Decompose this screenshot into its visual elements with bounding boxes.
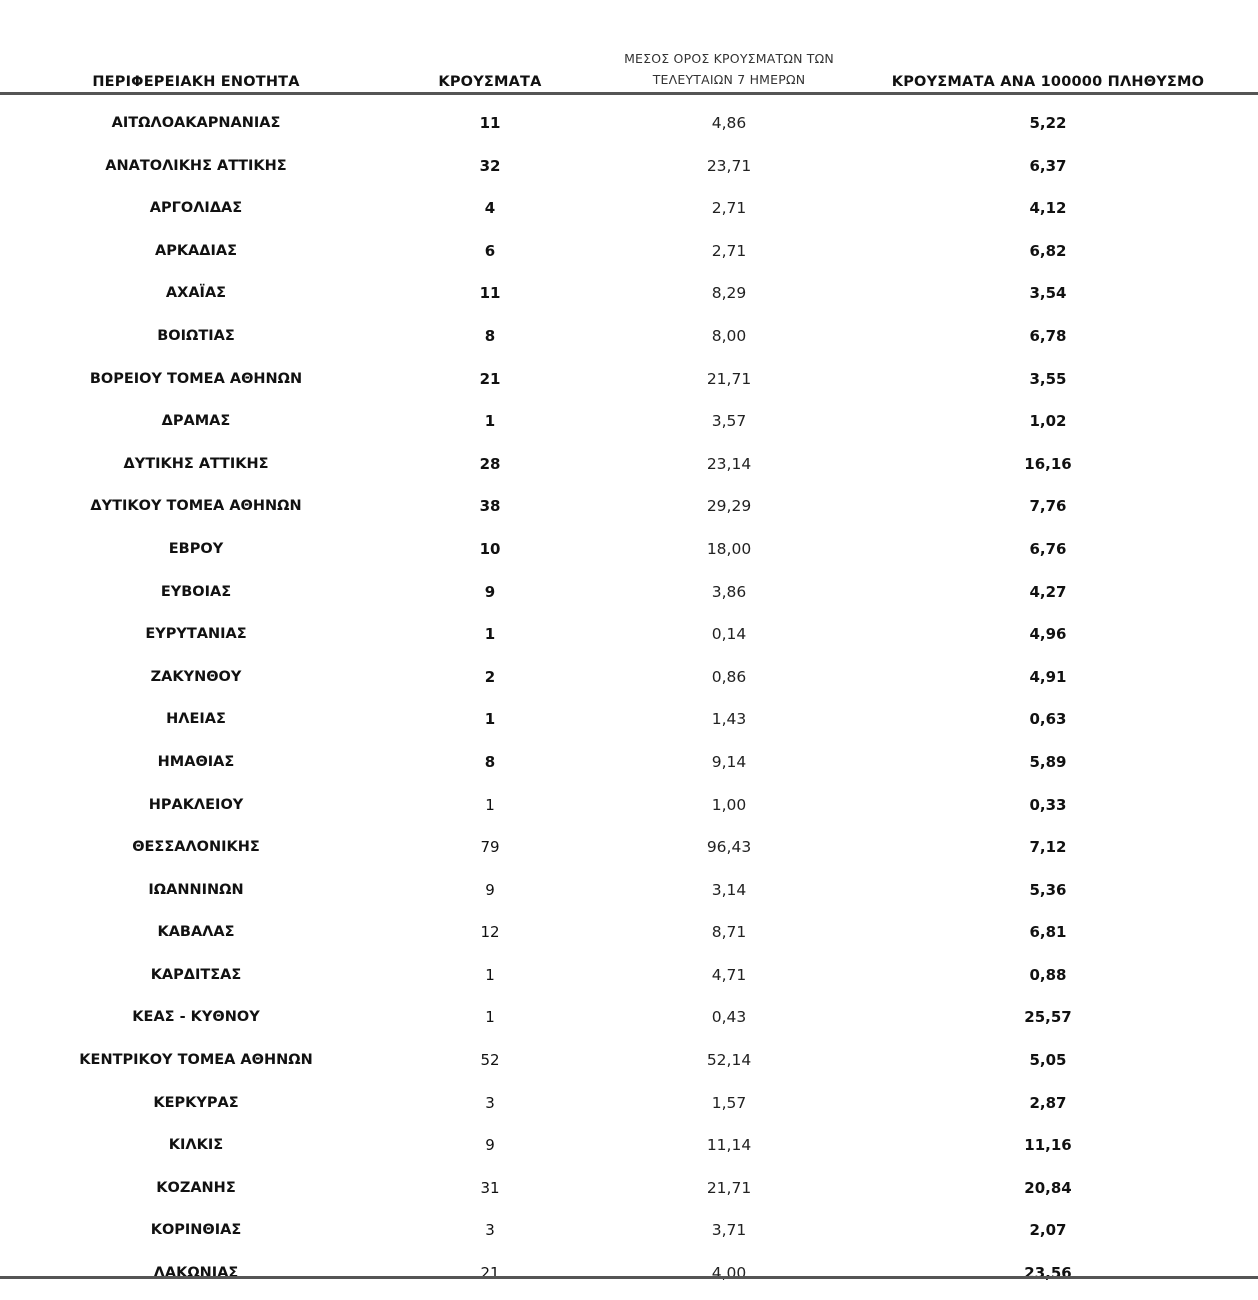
- cell-avg7: 8,71: [711, 923, 747, 942]
- cell-cases: 9: [485, 880, 495, 899]
- cell-region: ΚΕΡΚΥΡΑΣ: [153, 1094, 239, 1111]
- header-cases: ΚΡΟΥΣΜΑΤΑ: [438, 74, 542, 90]
- cell-cases: 21: [479, 369, 501, 388]
- cell-region: ΛΑΚΩΝΙΑΣ: [153, 1265, 239, 1282]
- table-row: [0, 187, 1258, 230]
- cell-cases: 21: [480, 1264, 500, 1283]
- cell-cases: 11: [479, 284, 501, 303]
- cell-per100k: 5,22: [1029, 114, 1067, 132]
- table-row: [0, 230, 1258, 273]
- cell-per100k: 25,57: [1024, 1008, 1072, 1027]
- cell-per100k: 6,37: [1029, 156, 1067, 175]
- cell-cases: 6: [484, 241, 496, 260]
- cell-avg7: 2,71: [711, 241, 747, 260]
- cell-avg7: 1,00: [711, 795, 747, 814]
- cell-cases: 1: [485, 795, 495, 814]
- cell-avg7: 8,00: [711, 326, 747, 345]
- cell-avg7: 3,71: [711, 1221, 747, 1240]
- table-row: [0, 1252, 1258, 1295]
- table-row: [0, 315, 1258, 358]
- table-row: [0, 272, 1258, 315]
- cell-cases: 28: [479, 454, 501, 473]
- table-row: [0, 571, 1258, 614]
- table-row: [0, 1167, 1258, 1210]
- cell-avg7: 4,86: [711, 114, 747, 132]
- cell-region: ΒΟΡΕΙΟΥ ΤΟΜΕΑ ΑΘΗΝΩΝ: [89, 370, 303, 387]
- table-body: [0, 102, 1258, 1295]
- table-header: [0, 48, 1258, 95]
- cell-avg7: 3,86: [711, 582, 747, 601]
- cell-per100k: 6,81: [1029, 923, 1067, 942]
- cell-cases: 10: [479, 539, 501, 558]
- table-row: [0, 954, 1258, 997]
- cell-avg7: 3,14: [711, 880, 747, 899]
- cell-avg7: 1,57: [711, 1093, 747, 1112]
- cell-cases: 1: [485, 1008, 495, 1027]
- table-row: [0, 784, 1258, 827]
- cell-per100k: 2,07: [1029, 1221, 1067, 1240]
- header-per100k: ΚΡΟΥΣΜΑΤΑ ΑΝΑ 100000 ΠΛΗΘΥΣΜΟ: [891, 74, 1205, 90]
- cell-avg7: 29,29: [706, 497, 752, 516]
- cell-per100k: 20,84: [1024, 1178, 1072, 1197]
- cell-cases: 3: [485, 1221, 495, 1240]
- cell-region: ΚΟΖΑΝΗΣ: [156, 1179, 236, 1196]
- cell-cases: 9: [484, 582, 496, 601]
- cell-per100k: 7,12: [1029, 838, 1067, 857]
- cell-per100k: 4,91: [1029, 667, 1067, 686]
- cell-region: ΕΥΒΟΙΑΣ: [160, 583, 232, 600]
- table-row: [0, 1082, 1258, 1125]
- cell-region: ΑΡΚΑΔΙΑΣ: [154, 242, 238, 259]
- cell-per100k: 1,02: [1029, 412, 1067, 431]
- cell-region: ΙΩΑΝΝΙΝΩΝ: [148, 881, 244, 898]
- cell-per100k: 2,87: [1029, 1093, 1067, 1112]
- table-row: [0, 698, 1258, 741]
- table-bottom-border: [0, 1276, 1258, 1279]
- cell-avg7: 0,14: [711, 625, 747, 644]
- header-region: ΠΕΡΙΦΕΡΕΙΑΚΗ ΕΝΟΤΗΤΑ: [92, 74, 300, 90]
- cell-cases: 31: [480, 1178, 500, 1197]
- cell-region: ΘΕΣΣΑΛΟΝΙΚΗΣ: [132, 839, 260, 856]
- cell-avg7: 11,14: [706, 1136, 752, 1155]
- cell-cases: 3: [485, 1093, 495, 1112]
- cell-region: ΔΡΑΜΑΣ: [161, 413, 231, 430]
- cell-avg7: 8,29: [711, 284, 747, 303]
- cell-avg7: 4,00: [711, 1264, 747, 1283]
- cell-region: ΚΟΡΙΝΘΙΑΣ: [150, 1222, 242, 1239]
- cell-cases: 8: [484, 326, 496, 345]
- cell-per100k: 11,16: [1024, 1136, 1072, 1155]
- table-row: [0, 996, 1258, 1039]
- cell-per100k: 7,76: [1029, 497, 1067, 516]
- cell-avg7: 52,14: [706, 1051, 752, 1070]
- cell-avg7: 1,43: [711, 710, 747, 729]
- cell-per100k: 3,54: [1029, 284, 1067, 303]
- table-row: [0, 656, 1258, 699]
- cell-avg7: 0,43: [711, 1008, 747, 1027]
- cell-avg7: 0,86: [711, 667, 747, 686]
- table-row: [0, 741, 1258, 784]
- cell-cases: 12: [480, 923, 500, 942]
- table-row: [0, 443, 1258, 486]
- cell-avg7: 23,71: [706, 156, 752, 175]
- cell-avg7: 3,57: [711, 412, 747, 431]
- table-row: [0, 400, 1258, 443]
- table-row: [0, 1039, 1258, 1082]
- cell-region: ΗΛΕΙΑΣ: [166, 711, 226, 728]
- cell-region: ΗΡΑΚΛΕΙΟΥ: [148, 796, 244, 813]
- cell-per100k: 4,12: [1029, 199, 1067, 218]
- table-row: [0, 358, 1258, 401]
- table-row: [0, 869, 1258, 912]
- cell-per100k: 6,82: [1029, 241, 1067, 260]
- cell-cases: 4: [484, 199, 496, 218]
- cell-region: ΔΥΤΙΚΗΣ ΑΤΤΙΚΗΣ: [123, 455, 269, 472]
- cell-cases: 1: [484, 710, 496, 729]
- cell-avg7: 23,14: [706, 454, 752, 473]
- cell-per100k: 5,05: [1029, 1051, 1067, 1070]
- cell-region: ΚΑΡΔΙΤΣΑΣ: [150, 966, 242, 983]
- cell-region: ΑΡΓΟΛΙΔΑΣ: [149, 200, 243, 217]
- cell-cases: 52: [480, 1051, 500, 1070]
- table-row: [0, 485, 1258, 528]
- cell-region: ΕΒΡΟΥ: [168, 540, 224, 557]
- table-row: [0, 1209, 1258, 1252]
- table-row: [0, 145, 1258, 188]
- table-row: [0, 826, 1258, 869]
- cell-per100k: 23,56: [1024, 1264, 1072, 1283]
- cell-cases: 8: [484, 752, 496, 771]
- table-row: [0, 102, 1258, 145]
- cell-cases: 11: [479, 114, 501, 132]
- cell-region: ΑΧΑΪΑΣ: [165, 285, 227, 302]
- cell-per100k: 4,27: [1029, 582, 1067, 601]
- cell-per100k: 0,88: [1029, 965, 1067, 984]
- table-row: [0, 911, 1258, 954]
- header-avg7: ΜΕΣΟΣ ΟΡΟΣ ΚΡΟΥΣΜΑΤΩΝ ΤΩΝ ΤΕΛΕΥΤΑΙΩΝ 7 ΗΜΕΡΩΝ: [624, 51, 834, 87]
- cell-region: ΔΥΤΙΚΟΥ ΤΟΜΕΑ ΑΘΗΝΩΝ: [90, 498, 302, 515]
- cell-region: ΑΙΤΩΛΟΑΚΑΡΝΑΝΙΑΣ: [111, 115, 281, 131]
- cell-avg7: 18,00: [706, 539, 752, 558]
- cell-region: ΗΜΑΘΙΑΣ: [157, 753, 235, 770]
- cell-avg7: 9,14: [711, 752, 747, 771]
- cell-per100k: 6,78: [1029, 326, 1067, 345]
- cell-cases: 9: [485, 1136, 495, 1155]
- cell-avg7: 4,71: [711, 965, 747, 984]
- cell-avg7: 96,43: [706, 838, 752, 857]
- cell-cases: 2: [484, 667, 496, 686]
- cell-region: ΚΙΛΚΙΣ: [168, 1137, 224, 1154]
- table-row: [0, 613, 1258, 656]
- cell-region: ΑΝΑΤΟΛΙΚΗΣ ΑΤΤΙΚΗΣ: [105, 157, 287, 174]
- cell-per100k: 0,33: [1029, 795, 1067, 814]
- cell-per100k: 3,55: [1029, 369, 1067, 388]
- cell-region: ΖΑΚΥΝΘΟΥ: [150, 668, 242, 685]
- cell-region: ΚΕΑΣ - ΚΥΘΝΟΥ: [132, 1009, 260, 1026]
- cell-per100k: 4,96: [1029, 625, 1067, 644]
- cell-cases: 1: [484, 412, 496, 431]
- table-row: [0, 1124, 1258, 1167]
- cell-cases: 1: [485, 965, 495, 984]
- cell-avg7: 21,71: [706, 1178, 752, 1197]
- cell-per100k: 5,36: [1029, 880, 1067, 899]
- cell-cases: 38: [479, 497, 501, 516]
- cell-cases: 79: [480, 838, 500, 857]
- cell-cases: 32: [479, 156, 501, 175]
- cell-region: ΚΑΒΑΛΑΣ: [157, 924, 235, 941]
- cell-per100k: 5,89: [1029, 752, 1067, 771]
- cell-cases: 1: [484, 625, 496, 644]
- cell-per100k: 16,16: [1024, 454, 1072, 473]
- cell-avg7: 21,71: [706, 369, 752, 388]
- table-row: [0, 528, 1258, 571]
- cell-region: ΕΥΡΥΤΑΝΙΑΣ: [145, 626, 247, 643]
- cell-region: ΒΟΙΩΤΙΑΣ: [157, 327, 235, 344]
- cell-per100k: 0,63: [1029, 710, 1067, 729]
- cell-per100k: 6,76: [1029, 539, 1067, 558]
- cell-region: ΚΕΝΤΡΙΚΟΥ ΤΟΜΕΑ ΑΘΗΝΩΝ: [79, 1052, 313, 1069]
- cell-avg7: 2,71: [711, 199, 747, 218]
